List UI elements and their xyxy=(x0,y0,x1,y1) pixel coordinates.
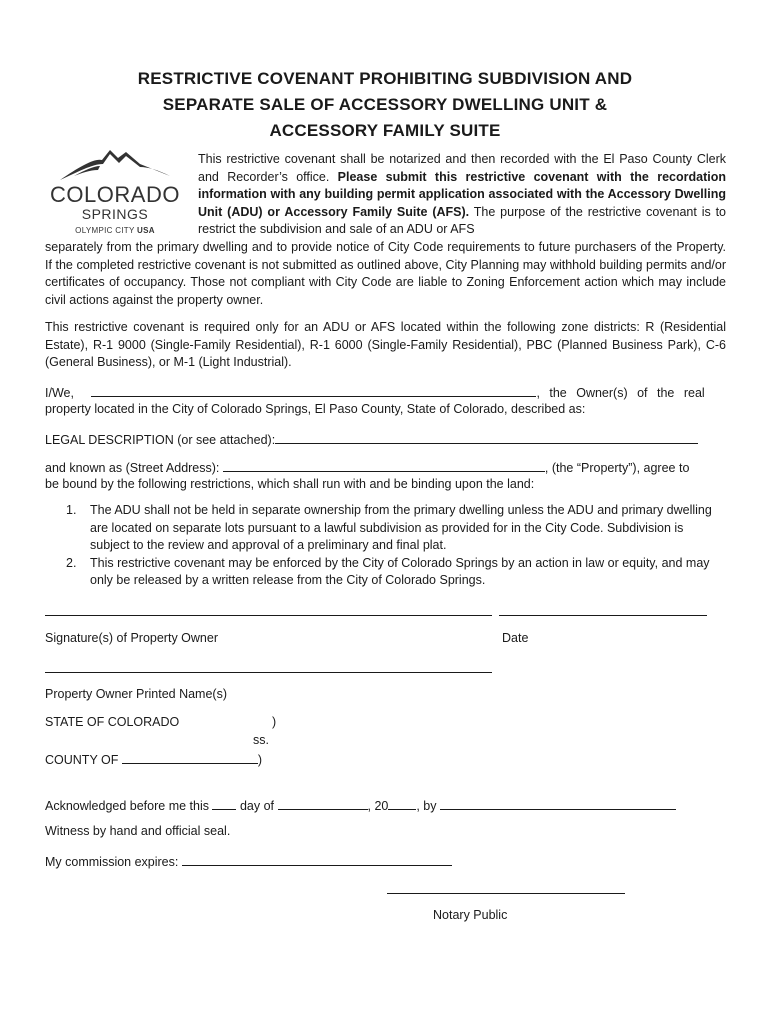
ack-month-field[interactable] xyxy=(278,796,368,810)
commission-expires-field[interactable] xyxy=(182,852,452,866)
notary-signature-field[interactable] xyxy=(387,893,625,894)
county-label: COUNTY OF xyxy=(45,753,119,767)
county-line: COUNTY OF ) xyxy=(45,750,262,767)
ss-label: ss. xyxy=(253,733,269,747)
owner-line-2: property located in the City of Colorado Springs, El Paso County, State of Colorado, described as: xyxy=(45,402,586,416)
logo-sub: SPRINGS xyxy=(81,206,149,222)
owner-line xyxy=(45,383,726,403)
street-address-field[interactable] xyxy=(223,458,545,472)
restrictions-list xyxy=(66,502,726,590)
street-address-label: and known as (Street Address): xyxy=(45,461,220,475)
legal-description-label: LEGAL DESCRIPTION (or see attached): xyxy=(45,433,276,447)
zone-districts-paragraph: This restrictive covenant is required only for an ADU or AFS located within the following zone districts: R (Residential Estate), R-1 9000 (Single-Family Residential), R-1 6000 (Single-Family Residential), PBC (Planned Business Park), C-6 (General Business), or M-1 (Light Industrial). xyxy=(45,320,726,369)
witness-label: Witness by hand and official seal. xyxy=(45,824,231,838)
state-label: STATE OF COLORADO xyxy=(45,715,180,729)
legal-description-line xyxy=(45,430,698,450)
owner-prefix: I/We, xyxy=(45,386,74,400)
restriction-item: 1. The ADU shall not be held in separate ownership from the primary dwelling unless the ADU and primary dwelling are located on separate lots pursuant to a lawful subdivision as provided for in the City Code. Subdivision is subject to the review and approval of a preliminary and final plat. xyxy=(66,503,712,552)
logo-name: COLORADO xyxy=(50,182,180,207)
commission-label: My commission expires: xyxy=(45,855,179,869)
county-field[interactable] xyxy=(122,750,258,764)
owner-signature-label: Signature(s) of Property Owner xyxy=(45,631,218,645)
intro-paragraph-continued: separately from the primary dwelling and to provide notice of City Code requirements to future purchasers of the Property. If the completed restrictive covenant is not submitted as outlined above, City Planning may withhold building permits and/or certificates of occupancy. Those not compliant with City Code are liable to Zoning Enforcement action which may include civil actions against the property owner. xyxy=(45,240,726,307)
ack-day-field[interactable] xyxy=(212,796,236,810)
colorado-springs-logo xyxy=(40,146,190,242)
logo-tagline: OLYMPIC CITY USA xyxy=(75,226,155,235)
state-paren: ) xyxy=(272,715,277,729)
title-line-2: SEPARATE SALE OF ACCESSORY DWELLING UNIT & xyxy=(162,95,608,114)
title-line-3: ACCESSORY FAMILY SUITE xyxy=(269,121,501,140)
street-address-suffix: , (the “Property”), agree to xyxy=(544,461,690,475)
document-title xyxy=(0,66,770,144)
mountains-icon xyxy=(40,146,190,186)
acknowledgement-line: Acknowledged before me this day of , 20 , by xyxy=(45,796,676,813)
owner-suffix: , the Owner(s) of the real xyxy=(536,386,705,400)
intro-paragraph: This restrictive covenant shall be notarized and then recorded with the El Paso County Clerk and Recorder’s office. Please submit this restrictive covenant with the recordation information with any building permit application associated with the Accessory Dwelling Unit (ADU) or Accessory Family Suite (AFS). The purpose of the restrictive covenant is to restrict the subdivision and sale of an ADU or AFS xyxy=(198,152,727,236)
legal-description-field[interactable] xyxy=(275,430,698,444)
printed-name-label: Property Owner Printed Name(s) xyxy=(45,687,228,701)
owner-name-field[interactable] xyxy=(91,383,536,397)
ack-year-field[interactable] xyxy=(388,796,416,810)
printed-name-field[interactable] xyxy=(45,672,492,673)
restriction-item: 2. This restrictive covenant may be enforced by the City of Colorado Springs by an action in law or equity, and may only be released by a written release from the City of Colorado Springs. xyxy=(66,555,710,587)
owner-signature-field[interactable] xyxy=(45,615,492,616)
signature-date-label: Date xyxy=(502,631,529,645)
commission-line xyxy=(45,852,452,869)
signature-date-field[interactable] xyxy=(499,615,707,616)
street-address-line-2: be bound by the following restrictions, which shall run with and be binding upon the land: xyxy=(45,477,535,491)
title-line-1: RESTRICTIVE COVENANT PROHIBITING SUBDIVISION AND xyxy=(137,69,633,88)
street-address-line xyxy=(45,458,689,478)
notary-public-label: Notary Public xyxy=(433,908,508,922)
ack-by-field[interactable] xyxy=(440,796,676,810)
